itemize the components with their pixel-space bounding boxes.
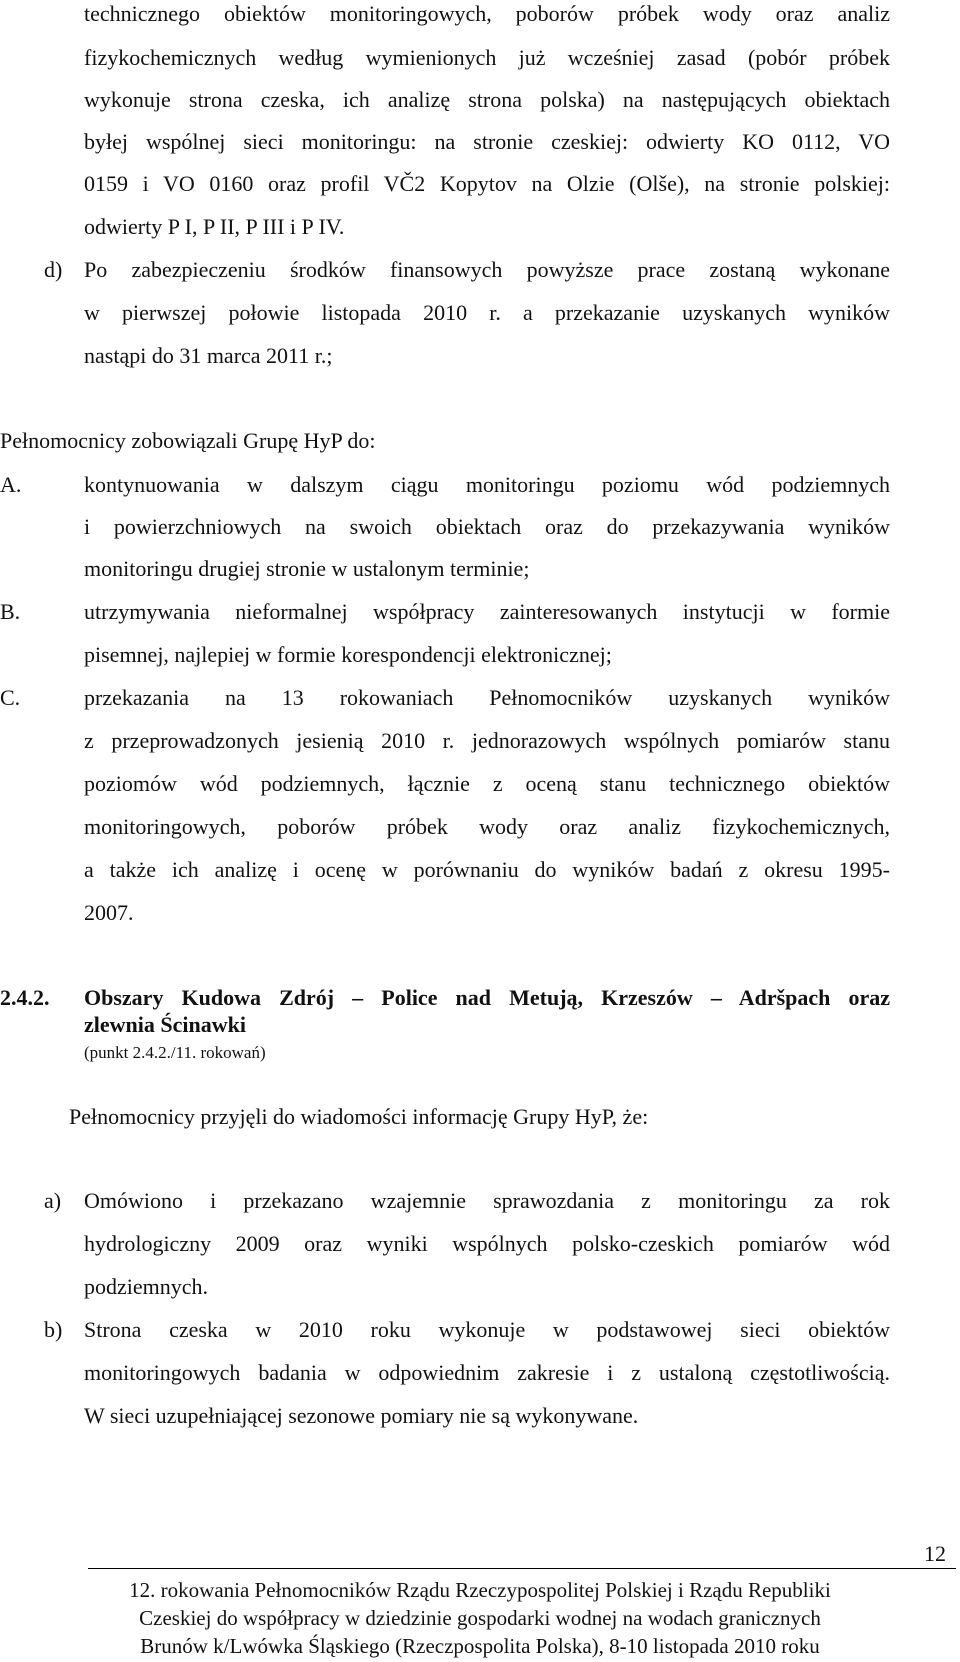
section-reference: (punkt 2.4.2./11. rokowań) (84, 1043, 266, 1062)
text-line: poziomów wód podziemnych, łącznie z oceną stanu technicznego obiektów (84, 771, 890, 796)
footer-divider (88, 1568, 956, 1569)
text-line: kontynuowania w dalszym ciągu monitoringu poziomu wód podziemnych (84, 472, 890, 497)
text-line: Po zabezpieczeniu środków finansowych powyższe prace zostaną wykonane (84, 257, 890, 282)
section-title-cont: zlewnia Ścinawki (84, 1012, 246, 1037)
section-title: Obszary Kudowa Zdrój – Police nad Metują, Krzeszów – Adršpach oraz (84, 985, 890, 1010)
text-line: pisemnej, najlepiej w formie korespondencji elektronicznej; (84, 642, 612, 667)
text-line: Omówiono i przekazano wzajemnie sprawozdania z monitoringu za rok (84, 1188, 890, 1213)
page-number: 12 (924, 1541, 946, 1566)
item-marker: B. (0, 599, 21, 624)
text-line: w pierwszej połowie listopada 2010 r. a przekazanie uzyskanych wyników (84, 300, 890, 325)
text-line: odwierty P I, P II, P III i P IV. (84, 214, 345, 239)
text-line: monitoringu drugiej stronie w ustalonym terminie; (84, 556, 530, 581)
text-line: technicznego obiektów monitoringowych, poborów próbek wody oraz analiz (84, 1, 890, 26)
text-line: Strona czeska w 2010 roku wykonuje w podstawowej sieci obiektów (84, 1317, 890, 1342)
item-marker: d) (44, 257, 63, 282)
obligations-intro: Pełnomocnicy zobowiązali Grupę HyP do: (0, 428, 376, 453)
item-marker: C. (0, 685, 21, 710)
text-line: fizykochemicznych według wymienionych już wcześniej zasad (pobór próbek (84, 45, 890, 70)
text-line: podziemnych. (84, 1274, 209, 1299)
item-marker: b) (44, 1317, 63, 1342)
item-marker: A. (0, 472, 22, 497)
text-line: i powierzchniowych na swoich obiektach oraz do przekazywania wyników (84, 514, 890, 539)
footer-line: Czeskiej do współpracy w dziedzinie gospodarki wodnej na wodach granicznych (139, 1606, 821, 1630)
text-line: wykonuje strona czeska, ich analizę strona polska) na następujących obiektach (84, 87, 890, 112)
item-marker: a) (44, 1188, 62, 1213)
text-line: 2007. (84, 900, 134, 925)
text-line: przekazania na 13 rokowaniach Pełnomocników uzyskanych wyników (84, 685, 890, 710)
section-number: 2.4.2. (0, 985, 50, 1010)
footer-line: Brunów k/Lwówka Śląskiego (Rzeczpospolita Polska), 8-10 listopada 2010 roku (140, 1634, 820, 1658)
text-line: utrzymywania nieformalnej współpracy zainteresowanych instytucji w formie (84, 599, 890, 624)
text-line: nastąpi do 31 marca 2011 r.; (84, 343, 333, 368)
footer-line: 12. rokowania Pełnomocników Rządu Rzeczypospolitej Polskiej i Rządu Republiki (129, 1578, 831, 1602)
text-line: monitoringowych, poborów próbek wody oraz analiz fizykochemicznych, (84, 814, 890, 839)
text-line: byłej wspólnej sieci monitoringu: na stronie czeskiej: odwierty KO 0112, VO (84, 129, 890, 154)
info-intro: Pełnomocnicy przyjęli do wiadomości informację Grupy HyP, że: (69, 1104, 649, 1129)
text-line: 0159 i VO 0160 oraz profil VČ2 Kopytov na Olzie (Olše), na stronie polskiej: (84, 171, 890, 196)
text-line: monitoringowych badania w odpowiednim zakresie i z ustaloną częstotliwością. (84, 1360, 890, 1385)
text-line: W sieci uzupełniającej sezonowe pomiary nie są wykonywane. (84, 1403, 639, 1428)
text-line: a także ich analizę i ocenę w porównaniu do wyników badań z okresu 1995- (84, 857, 890, 882)
text-line: hydrologiczny 2009 oraz wyniki wspólnych polsko-czeskich pomiarów wód (84, 1231, 890, 1256)
text-line: z przeprowadzonych jesienią 2010 r. jednorazowych wspólnych pomiarów stanu (84, 728, 890, 753)
